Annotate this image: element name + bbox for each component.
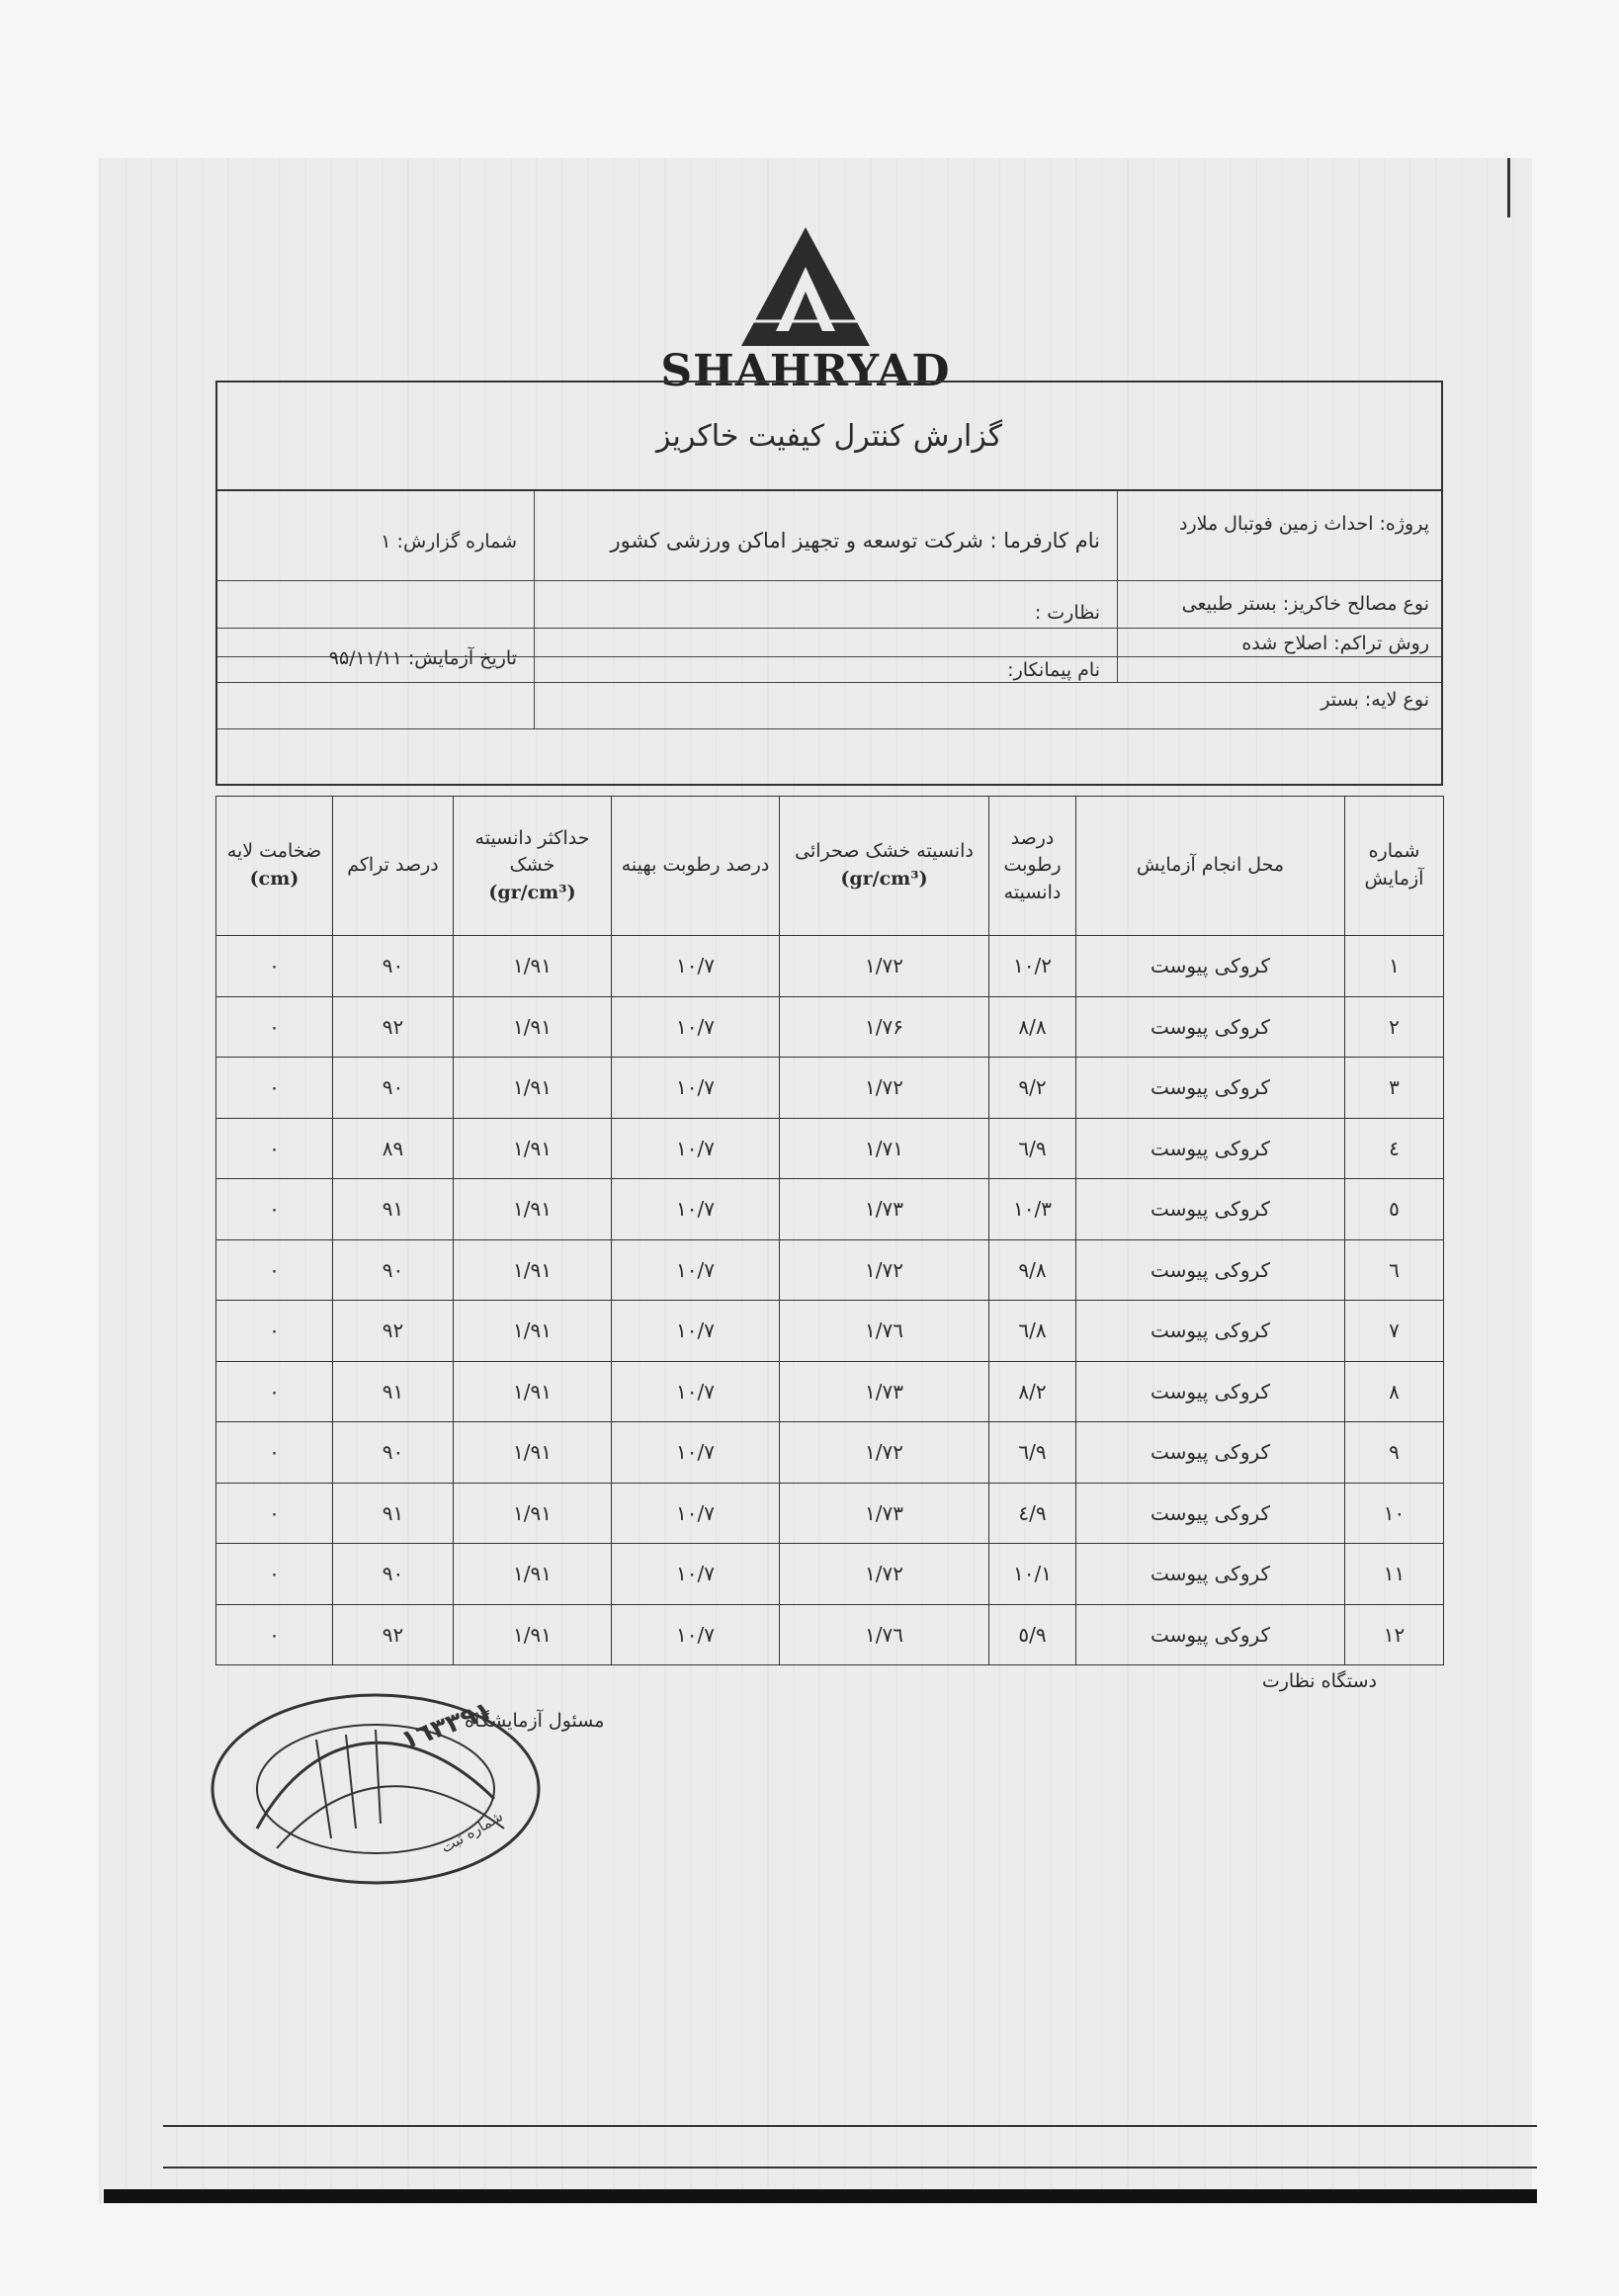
cell-dry-density: ۱/۷۳ <box>780 1483 989 1544</box>
cell-location: کروکی پیوست <box>1076 1179 1345 1240</box>
cell-thickness: ۰ <box>216 996 333 1058</box>
cell-thickness: ۰ <box>216 1179 333 1240</box>
layer-type: نوع لایه: بستر <box>1321 689 1429 711</box>
table-row <box>216 996 1444 1058</box>
supervisor-label: دستگاه نظارت <box>1261 1670 1377 1692</box>
table-row <box>216 1422 1444 1484</box>
cell-test-no: ٦ <box>1345 1239 1444 1301</box>
cell-optimum: ۱۰/۷ <box>612 1118 780 1179</box>
cell-optimum: ۱۰/۷ <box>612 1179 780 1240</box>
cell-dry-density: ۱/۷٦ <box>780 1301 989 1362</box>
table-header-row <box>216 797 1444 936</box>
header-compaction: درصد تراکم <box>333 797 454 936</box>
cell-thickness: ۰ <box>216 1118 333 1179</box>
table-row <box>216 1544 1444 1605</box>
cell-test-no: ۳ <box>1345 1058 1444 1119</box>
cell-max-density: ۱/۹۱ <box>454 1483 612 1544</box>
cell-dry-density: ۱/۷۲ <box>780 936 989 997</box>
table-row <box>216 1239 1444 1301</box>
cell-test-no: ٥ <box>1345 1179 1444 1240</box>
table-row <box>216 1058 1444 1119</box>
test-date: تاریخ آزمایش: ۹۵/۱۱/۱۱ <box>328 647 517 669</box>
table-row <box>216 936 1444 997</box>
cell-dry-density: ۱/۷٦ <box>780 1604 989 1665</box>
cell-optimum: ۱۰/۷ <box>612 1058 780 1119</box>
header-thickness-unit: (cm) <box>249 868 299 890</box>
cell-test-no: ۱۲ <box>1345 1604 1444 1665</box>
cell-location: کروکی پیوست <box>1076 1604 1345 1665</box>
cell-location: کروکی پیوست <box>1076 936 1345 997</box>
cell-location: کروکی پیوست <box>1076 1422 1345 1484</box>
header-thickness-label: ضخامت لایه <box>226 840 322 863</box>
cell-thickness: ۰ <box>216 1544 333 1605</box>
cell-test-no: ۲ <box>1345 996 1444 1058</box>
cell-moisture: ۹/۲ <box>989 1058 1076 1119</box>
cell-compaction: ۸۹ <box>333 1118 454 1179</box>
cell-thickness: ۰ <box>216 1604 333 1665</box>
divider <box>217 682 1441 683</box>
footer-rule <box>163 2167 1537 2168</box>
cell-moisture: ۹/٦ <box>989 1422 1076 1484</box>
table-row <box>216 1179 1444 1240</box>
cell-moisture: ۱۰/۱ <box>989 1544 1076 1605</box>
cell-optimum: ۱۰/۷ <box>612 1604 780 1665</box>
table-row <box>216 1483 1444 1544</box>
brand-name: SHAHRYAD <box>660 346 951 396</box>
divider <box>217 580 1441 581</box>
cell-test-no: ۱۱ <box>1345 1544 1444 1605</box>
report-header <box>215 381 1443 786</box>
cell-moisture: ۹/٥ <box>989 1604 1076 1665</box>
cell-moisture: ۹/٦ <box>989 1118 1076 1179</box>
cell-optimum: ۱۰/۷ <box>612 936 780 997</box>
cell-max-density: ۱/۹۱ <box>454 936 612 997</box>
cell-test-no: ٤ <box>1345 1118 1444 1179</box>
cell-compaction: ۹۲ <box>333 1604 454 1665</box>
cell-location: کروکی پیوست <box>1076 1361 1345 1422</box>
cell-test-no: ۱۰ <box>1345 1483 1444 1544</box>
cell-max-density: ۱/۹۱ <box>454 1604 612 1665</box>
table-row <box>216 1118 1444 1179</box>
cell-max-density: ۱/۹۱ <box>454 1301 612 1362</box>
cell-thickness: ۰ <box>216 1483 333 1544</box>
page-edge-mark <box>1507 158 1510 217</box>
cell-optimum: ۱۰/۷ <box>612 1483 780 1544</box>
cell-max-density: ۱/۹۱ <box>454 1239 612 1301</box>
cell-optimum: ۱۰/۷ <box>612 1239 780 1301</box>
cell-dry-density: ۱/۷۱ <box>780 1118 989 1179</box>
cell-location: کروکی پیوست <box>1076 1118 1345 1179</box>
cell-compaction: ۹۰ <box>333 1422 454 1484</box>
cell-moisture: ۹/٤ <box>989 1483 1076 1544</box>
cell-thickness: ۰ <box>216 936 333 997</box>
cell-dry-density: ۱/۷۲ <box>780 1058 989 1119</box>
report-number: شماره گزارش: ۱ <box>381 531 517 553</box>
cell-moisture: ۸/۲ <box>989 1361 1076 1422</box>
cell-compaction: ۹۱ <box>333 1361 454 1422</box>
cell-compaction: ۹۰ <box>333 1544 454 1605</box>
table-row <box>216 1604 1444 1665</box>
lab-manager-label: مسئول آزمایشگاه <box>465 1710 605 1732</box>
cell-optimum: ۱۰/۷ <box>612 1544 780 1605</box>
material-type: نوع مصالح خاکریز: بستر طبیعی <box>1181 593 1429 615</box>
cell-max-density: ۱/۹۱ <box>454 1544 612 1605</box>
footer-rule <box>163 2125 1537 2127</box>
header-field-moisture: درصد رطوبت دانسیته <box>989 797 1076 936</box>
report-title: گزارش کنترل کیفیت خاکریز <box>217 383 1441 491</box>
stamp-number: ۱٦۳۳۹۱ <box>397 1695 496 1756</box>
project-name: پروژه: احداث زمین فوتبال ملارد <box>1178 513 1429 535</box>
cell-test-no: ۷ <box>1345 1301 1444 1362</box>
scan-edge-bar <box>104 2189 1537 2203</box>
laboratory-stamp-icon <box>198 1680 554 1898</box>
cell-dry-density: ۱/۷۲ <box>780 1544 989 1605</box>
header-max-density <box>454 797 612 936</box>
table-row <box>216 1361 1444 1422</box>
divider <box>1117 491 1118 682</box>
cell-max-density: ۱/۹۱ <box>454 996 612 1058</box>
cell-test-no: ۸ <box>1345 1361 1444 1422</box>
cell-optimum: ۱۰/۷ <box>612 1301 780 1362</box>
header-max-density-label: حداکثر دانسیته خشک <box>474 826 590 877</box>
cell-test-no: ۱ <box>1345 936 1444 997</box>
test-results-table <box>215 796 1444 1665</box>
header-test-no: شماره آزمایش <box>1345 797 1444 936</box>
stamp-registration-label: شماره ثبت <box>438 1807 506 1857</box>
divider <box>534 491 535 728</box>
cell-thickness: ۰ <box>216 1239 333 1301</box>
cell-optimum: ۱۰/۷ <box>612 996 780 1058</box>
cell-compaction: ۹۰ <box>333 936 454 997</box>
cell-compaction: ۹۰ <box>333 1058 454 1119</box>
cell-max-density: ۱/۹۱ <box>454 1179 612 1240</box>
cell-location: کروکی پیوست <box>1076 1058 1345 1119</box>
cell-compaction: ۹۱ <box>333 1179 454 1240</box>
cell-moisture: ۱۰/۳ <box>989 1179 1076 1240</box>
cell-location: کروکی پیوست <box>1076 1239 1345 1301</box>
supervision: نظارت : <box>1034 602 1100 624</box>
divider <box>217 628 1441 629</box>
cell-max-density: ۱/۹۱ <box>454 1118 612 1179</box>
cell-max-density: ۱/۹۱ <box>454 1058 612 1119</box>
cell-optimum: ۱۰/۷ <box>612 1361 780 1422</box>
header-thickness <box>216 797 333 936</box>
cell-dry-density: ۱/۷۳ <box>780 1361 989 1422</box>
cell-dry-density: ۱/۷۲ <box>780 1422 989 1484</box>
cell-thickness: ۰ <box>216 1058 333 1119</box>
cell-thickness: ۰ <box>216 1422 333 1484</box>
cell-dry-density: ۱/۷۶ <box>780 996 989 1058</box>
cell-max-density: ۱/۹۱ <box>454 1422 612 1484</box>
shahryad-logo-icon <box>731 222 880 351</box>
cell-location: کروکی پیوست <box>1076 1544 1345 1605</box>
header-location: محل انجام آزمایش <box>1076 797 1345 936</box>
contractor-name: نام پیمانکار: <box>1007 659 1100 681</box>
cell-moisture: ۱۰/۲ <box>989 936 1076 997</box>
header-field-density-unit: (gr/cm³) <box>840 868 928 890</box>
client-name: نام کارفرما : شرکت توسعه و تجهیز اماکن ورزشی کشور <box>610 529 1100 553</box>
cell-compaction: ۹۲ <box>333 1301 454 1362</box>
cell-compaction: ۹۱ <box>333 1483 454 1544</box>
table-row <box>216 1301 1444 1362</box>
cell-compaction: ۹۰ <box>333 1239 454 1301</box>
cell-location: کروکی پیوست <box>1076 1483 1345 1544</box>
cell-location: کروکی پیوست <box>1076 996 1345 1058</box>
cell-moisture: ۸/۸ <box>989 996 1076 1058</box>
cell-moisture: ۸/٦ <box>989 1301 1076 1362</box>
cell-moisture: ۹/۸ <box>989 1239 1076 1301</box>
cell-test-no: ۹ <box>1345 1422 1444 1484</box>
header-optimum-moisture: درصد رطوبت بهینه <box>612 797 780 936</box>
cell-dry-density: ۱/۷۳ <box>780 1179 989 1240</box>
cell-dry-density: ۱/۷۲ <box>780 1239 989 1301</box>
cell-thickness: ۰ <box>216 1361 333 1422</box>
divider <box>217 728 1441 729</box>
cell-max-density: ۱/۹۱ <box>454 1361 612 1422</box>
header-field-density-label: دانسیته خشک صحرائی <box>795 840 974 863</box>
cell-optimum: ۱۰/۷ <box>612 1422 780 1484</box>
compaction-method: روش تراکم: اصلاح شده <box>1241 633 1429 654</box>
header-max-density-unit: (gr/cm³) <box>488 881 576 903</box>
cell-location: کروکی پیوست <box>1076 1301 1345 1362</box>
cell-compaction: ۹۲ <box>333 996 454 1058</box>
cell-thickness: ۰ <box>216 1301 333 1362</box>
header-field-density <box>780 797 989 936</box>
